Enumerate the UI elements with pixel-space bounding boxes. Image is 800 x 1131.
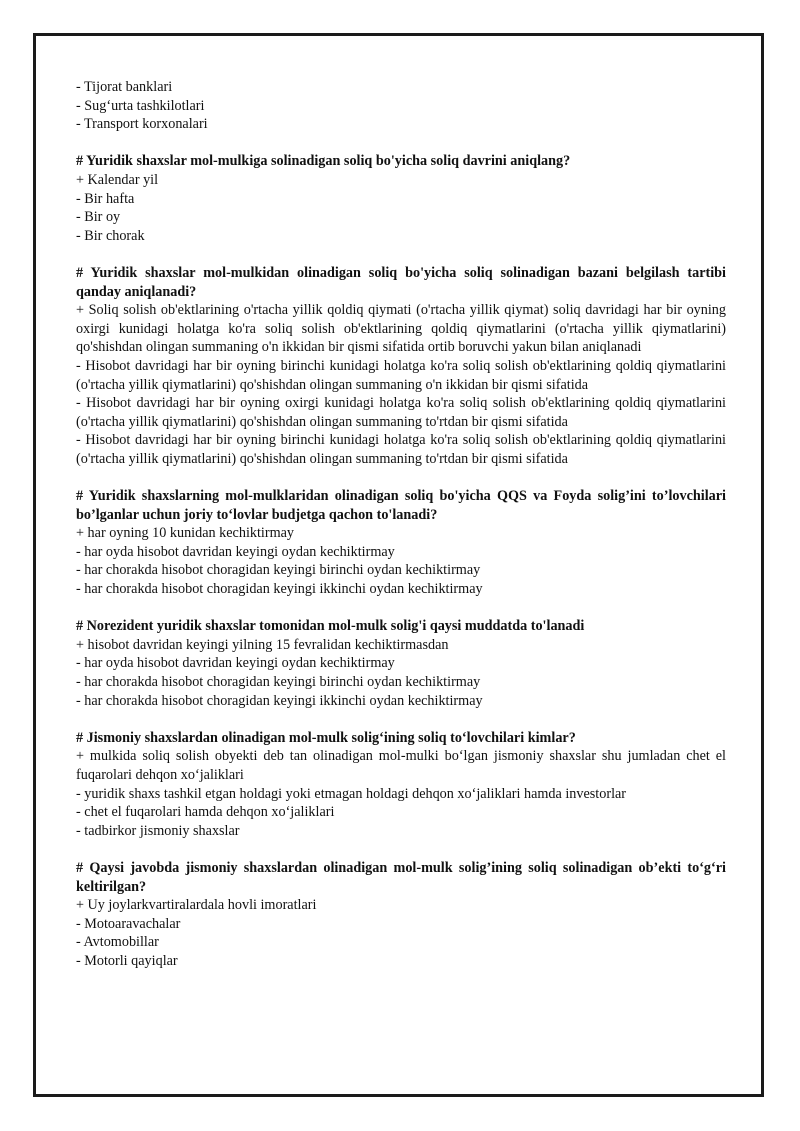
intro-option-list bbox=[76, 78, 726, 134]
question-block bbox=[76, 729, 726, 841]
question-block bbox=[76, 617, 726, 710]
answer-option-correct: + har oyning 10 kunidan kechiktirmay bbox=[76, 525, 295, 542]
question-text: # Norezident yuridik shaxslar tomonidan mol-mulk solig'i qaysi muddatda to'lanadi bbox=[76, 618, 585, 635]
question-block bbox=[76, 859, 726, 971]
answer-option: - Hisobot davridagi har bir oyning birinchi kunidagi holatga ko'ra soliq solish ob'ektlarining qoldiq qiymatlarini (o'rtacha yillik qiymatlarini) qo'shishdan olingan summaning to'rtdan bir qismi sifatida bbox=[76, 432, 726, 467]
answer-option: - har chorakda hisobot choragidan keyingi ikkinchi oydan kechiktirmay bbox=[76, 692, 483, 709]
answer-option-correct: + Soliq solish ob'ektlarining o'rtacha yillik qoldiq qiymati (o'rtacha yillik qiymat) soliq davridagi har bir oyning oxirgi kunidagi holatga ko'ra soliq solish ob'ektlarining qoldiq qiymatlarini (o'rtacha yillik qiymatlarini) qo'shishdan olingan summaning o'n ikkidan bir qismi sifatida ortib boruvchi yakun bilan aniqlanadi bbox=[76, 302, 726, 356]
answer-option: - Motorli qayiqlar bbox=[76, 952, 178, 969]
answer-option: - chet el fuqarolari hamda dehqon xo‘jaliklari bbox=[76, 804, 335, 821]
answer-option-correct: + Uy joylarkvartiralardala hovli imoratlari bbox=[76, 897, 317, 914]
answer-option: - har oyda hisobot davridan keyingi oydan kechiktirmay bbox=[76, 543, 395, 560]
answer-option: - Bir oy bbox=[76, 209, 121, 226]
answer-option-correct: + hisobot davridan keyingi yilning 15 fevralidan kechiktirmasdan bbox=[76, 636, 449, 653]
answer-option: - Hisobot davridagi har bir oyning oxirgi kunidagi holatga ko'ra soliq solish ob'ektlarining qoldiq qiymatlarini (o'rtacha yillik qiymatlarini) qo'shishdan olingan summaning to'rtdan bir qismi sifatida bbox=[76, 395, 726, 430]
answer-option: - har chorakda hisobot choragidan keyingi birinchi oydan kechiktirmay bbox=[76, 562, 481, 579]
answer-option: - Bir chorak bbox=[76, 227, 145, 244]
question-text: # Yuridik shaxslarning mol-mulklaridan olinadigan soliq bo'yicha QQS va Foyda solig’ini to’lovchilari bo’lganlar uchun joriy to‘lovlar budjetga qachon to'lanadi? bbox=[76, 488, 726, 523]
question-block bbox=[76, 487, 726, 599]
question-text: # Jismoniy shaxslardan olinadigan mol-mulk solig‘ining soliq to‘lovchilari kimlar? bbox=[76, 729, 576, 746]
question-text: # Yuridik shaxslar mol-mulkidan olinadigan soliq bo'yicha soliq solinadigan bazani belgilash tartibi qanday aniqlanadi? bbox=[76, 264, 726, 300]
question-block bbox=[76, 152, 726, 245]
answer-option: - Sug‘urta tashkilotlari bbox=[76, 97, 205, 114]
answer-option: - Avtomobillar bbox=[76, 934, 159, 951]
document-body bbox=[76, 78, 726, 971]
question-block bbox=[76, 264, 726, 469]
answer-option: - har oyda hisobot davridan keyingi oydan kechiktirmay bbox=[76, 655, 395, 672]
answer-option: - har chorakda hisobot choragidan keyingi birinchi oydan kechiktirmay bbox=[76, 674, 481, 690]
answer-option: - Bir hafta bbox=[76, 190, 135, 207]
answer-option: - Tijorat banklari bbox=[76, 79, 173, 95]
answer-option: - yuridik shaxs tashkil etgan holdagi yoki etmagan holdagi dehqon xo‘jaliklari hamda investorlar bbox=[76, 785, 627, 802]
question-text: # Qaysi javobda jismoniy shaxslardan olinadigan mol-mulk solig’ining soliq solinadigan ob’ekti to‘g‘ri keltirilgan? bbox=[76, 859, 726, 895]
answer-option: - Transport korxonalari bbox=[76, 116, 208, 133]
answer-option: - Hisobot davridagi har bir oyning birinchi kunidagi holatga ko'ra soliq solish ob'ektlarining qoldiq qiymatlarini (o'rtacha yillik qiymatlarini) qo'shishdan olingan summaning o'n ikkidan bir qismi sifatida bbox=[76, 357, 726, 393]
answer-option: - har chorakda hisobot choragidan keyingi ikkinchi oydan kechiktirmay bbox=[76, 581, 483, 598]
question-text: # Yuridik shaxslar mol-mulkiga solinadigan soliq bo'yicha soliq davrini aniqlang? bbox=[76, 153, 571, 170]
answer-option: - Motoaravachalar bbox=[76, 915, 181, 932]
answer-option: - tadbirkor jismoniy shaxslar bbox=[76, 822, 240, 839]
answer-option-correct: + Kalendar yil bbox=[76, 171, 159, 188]
answer-option-correct: + mulkida soliq solish obyekti deb tan olinadigan mol-mulki bo‘lgan jismoniy shaxslar shu jumladan chet el fuqarolari dehqon xo‘jaliklari bbox=[76, 748, 726, 783]
